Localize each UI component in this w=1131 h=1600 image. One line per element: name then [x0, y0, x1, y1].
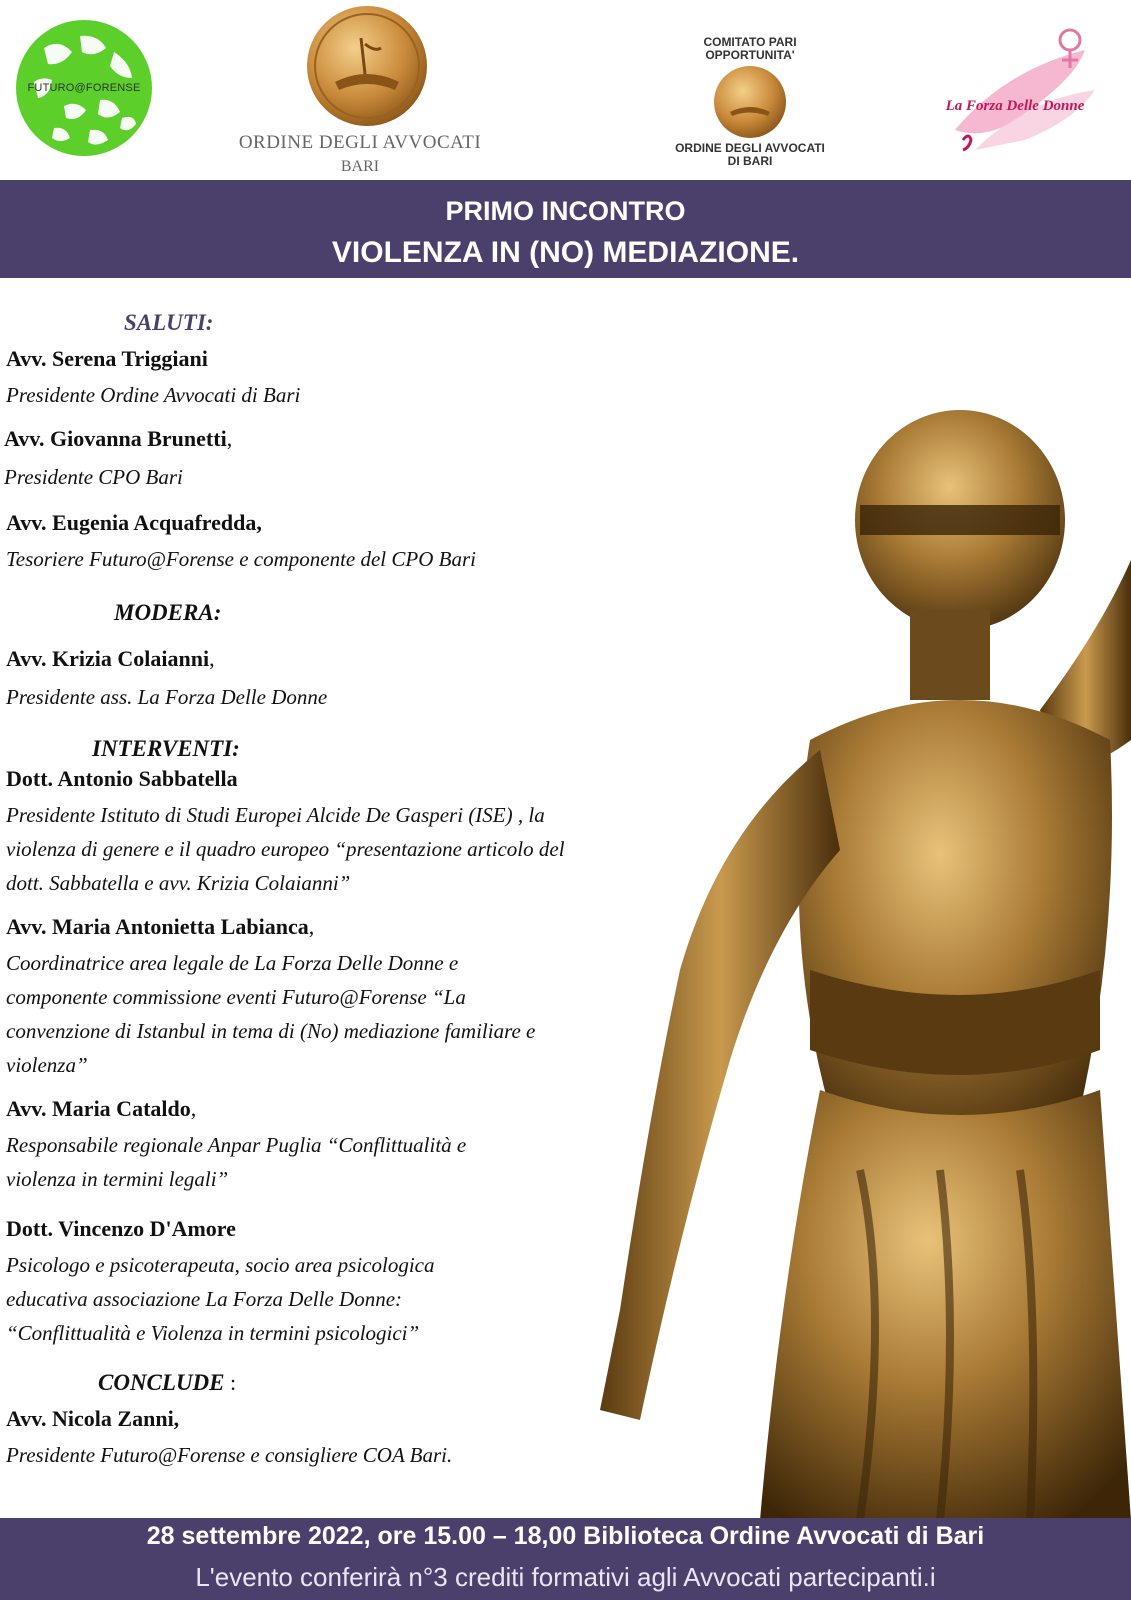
pink-brush-icon — [935, 20, 1105, 160]
speaker-role: Presidente Ordine Avvocati di Bari — [6, 383, 301, 407]
event-title: PRIMO INCONTRO — [445, 196, 686, 226]
speaker-name: Avv. Maria Antonietta Labianca — [6, 914, 309, 939]
event-date-location: 28 settembre 2022, ore 15.00 – 18,00 Biblioteca Ordine Avvocati di Bari — [146, 1522, 985, 1550]
ordine-avvocati-logo — [230, 4, 490, 176]
speaker-role-line: componente commissione eventi Futuro@Forense “La — [6, 985, 466, 1009]
cpo-top-line-1: COMITATO PARI — [703, 35, 797, 49]
event-subtitle: VIOLENZA IN (NO) MEDIAZIONE. — [331, 236, 800, 269]
speaker-role-line: violenza in termini legali” — [6, 1167, 229, 1191]
cpo-logo — [650, 36, 850, 176]
speaker-role: Presidente ass. La Forza Delle Donne — [6, 685, 328, 709]
speaker-name-line — [6, 914, 314, 940]
speaker-name-line — [6, 646, 215, 672]
footer-banner — [0, 1518, 1131, 1600]
cpo-top-line-2: OPPORTUNITA' — [705, 48, 795, 62]
speaker-role-line: educativa associazione La Forza Delle Donne: — [6, 1287, 403, 1311]
speaker-name: Avv. Eugenia Acquafredda, — [6, 510, 262, 535]
speaker-role-line: Responsabile regionale Anpar Puglia “Conflittualità e — [6, 1133, 467, 1157]
speaker-name: Avv. Nicola Zanni, — [6, 1406, 180, 1431]
speaker-name: Avv. Serena Triggiani — [6, 346, 208, 371]
section-interventi: INTERVENTI: — [92, 736, 240, 761]
ordine-city-label: BARI — [340, 158, 380, 175]
cpo-bottom-line-1: ORDINE DEGLI AVVOCATI — [675, 141, 825, 155]
futuro-forense-label: FUTURO@FORENSE — [27, 82, 141, 94]
forza-delle-donne-logo — [935, 20, 1105, 160]
section-saluti: SALUTI: — [124, 310, 214, 335]
speaker-role-line: Presidente Istituto di Studi Europei Alcide De Gasperi (ISE) , la — [6, 803, 545, 827]
section-conclude: CONCLUDE — [98, 1370, 225, 1395]
speaker-role: Tesoriere Futuro@Forense e componente del CPO Bari — [6, 547, 476, 571]
comma: , — [226, 426, 233, 451]
comma: , — [190, 1096, 197, 1121]
lady-justice-statue-image — [560, 410, 1131, 1520]
comma: , — [308, 914, 315, 939]
section-conclude-line — [98, 1370, 236, 1396]
credits-note: L'evento conferirà n°3 crediti formativi agli Avvocati partecipanti.i — [195, 1562, 936, 1592]
speaker-role-line: convenzione di Istanbul in tema di (No) mediazione familiare e — [6, 1019, 536, 1043]
speaker-name: Dott. Vincenzo D'Amore — [6, 1216, 236, 1241]
speaker-role-line: Coordinatrice area legale de La Forza Delle Donne e — [6, 951, 459, 975]
speaker-name-line — [6, 1096, 196, 1122]
speaker-role-line: violenza” — [6, 1053, 88, 1077]
cpo-bottom-line-2: DI BARI — [727, 154, 773, 168]
speaker-role-line: “Conflittualità e Violenza in termini psicologici” — [6, 1321, 420, 1345]
title-banner — [0, 180, 1131, 278]
section-modera: MODERA: — [114, 600, 222, 625]
speaker-role-line: Psicologo e psicoterapeuta, socio area psicologica — [6, 1253, 435, 1277]
ordine-label: ORDINE DEGLI AVVOCATI — [238, 132, 482, 153]
speaker-role: Presidente Futuro@Forense e consigliere COA Bari. — [6, 1443, 453, 1467]
forza-label: La Forza Delle Donne — [945, 98, 1085, 114]
speaker-role-line: violenza di genere e il quadro europeo “presentazione articolo del — [6, 837, 565, 861]
speaker-name: Avv. Maria Cataldo — [6, 1096, 191, 1121]
speaker-name-line — [4, 426, 232, 452]
gold-coin-icon — [305, 4, 429, 128]
speaker-role-line: dott. Sabbatella e avv. Krizia Colaianni” — [6, 871, 351, 895]
comma: , — [209, 646, 215, 671]
speaker-name: Dott. Antonio Sabbatella — [6, 766, 238, 791]
speaker-name: Avv. Krizia Colaianni — [6, 646, 210, 671]
futuro-forense-logo — [14, 18, 154, 158]
section-colon: : — [224, 1370, 237, 1395]
speaker-name: Avv. Giovanna Brunetti — [4, 426, 227, 451]
logo-strip — [0, 0, 1131, 178]
speaker-role: Presidente CPO Bari — [4, 465, 183, 489]
cpo-gold-coin-icon — [712, 64, 788, 140]
